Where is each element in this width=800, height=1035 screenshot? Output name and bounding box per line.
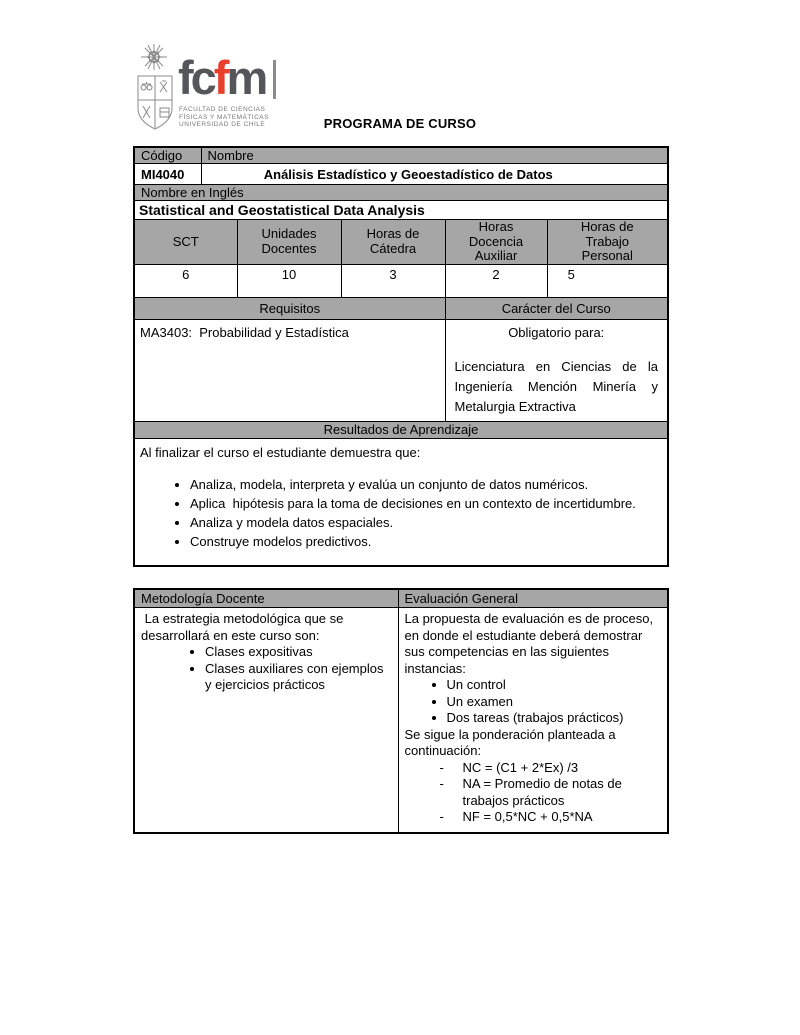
- metodologia-intro: La estrategia metodológica que se desarrollará en este curso son:: [141, 611, 347, 643]
- ponderacion-intro: Se sigue la ponderación planteada a continuación:: [404, 726, 616, 758]
- faculty-line-2: FÍSICAS Y MATEMÁTICAS: [179, 113, 269, 121]
- caracter-heading: Obligatorio para:: [508, 324, 605, 340]
- metodologia-content-cell: [134, 608, 398, 833]
- formula-item: - NF = 0,5*NC + 0,5*NA: [463, 809, 662, 826]
- resultados-item: • Construye modelos predictivos.: [190, 532, 665, 551]
- value-horas-trabajo-personal: 5: [547, 264, 668, 297]
- resultados-intro: Al finalizar el curso el estudiante demuestra que:: [140, 444, 421, 460]
- resultados-list: [140, 475, 665, 551]
- header-horas-catedra: Horas de Cátedra: [341, 220, 445, 265]
- header-horas-docencia-auxiliar: Horas Docencia Auxiliar: [445, 220, 547, 265]
- evaluacion-intro: La propuesta de evaluación es de proceso, en donde el estudiante deberá demostrar sus competencias en las siguientes instancias:: [404, 611, 654, 676]
- evaluacion-item: • Un examen: [447, 694, 662, 711]
- requisitos-label-cell: Requisitos: [134, 297, 445, 319]
- course-info-table: [133, 146, 669, 567]
- nombre-ingles-value-cell: Statistical and Geostatistical Data Analysis: [134, 201, 668, 220]
- metodologia-item: • Clases expositivas: [205, 644, 392, 661]
- wordmark-letter-m: m: [226, 51, 266, 104]
- nombre-value-cell: Análisis Estadístico y Geoestadístico de Datos: [201, 164, 668, 185]
- header-unidades-docentes: Unidades Docentes: [237, 220, 341, 265]
- caracter-body: Licenciatura en Ciencias de la Ingeniería Mención Minería y Metalurgia Extractiva: [454, 358, 658, 414]
- metodologia-label-cell: Metodología Docente: [134, 589, 398, 608]
- resultados-item: • Analiza, modela, interpreta y evalúa un conjunto de datos numéricos.: [190, 475, 665, 494]
- resultados-item: • Analiza y modela datos espaciales.: [190, 513, 665, 532]
- evaluacion-content-cell: [398, 608, 668, 833]
- nombre-ingles-label-cell: Nombre en Inglés: [134, 185, 668, 201]
- header-horas-trabajo-personal: Horas de Trabajo Personal: [547, 220, 668, 265]
- value-sct: 6: [134, 264, 237, 297]
- resultados-item: • Aplica hipótesis para la toma de decisiones en un contexto de incertidumbre.: [190, 494, 665, 513]
- methodology-evaluation-table: [133, 588, 669, 834]
- metodologia-item: • Clases auxiliares con ejemplos y ejercicios prácticos: [205, 661, 392, 694]
- faculty-line-1: FACULTAD DE CIENCIAS: [179, 106, 266, 113]
- ponderacion-formula-list: [405, 760, 662, 826]
- resultados-label-cell: Resultados de Aprendizaje: [134, 421, 668, 438]
- value-horas-catedra: 3: [341, 264, 445, 297]
- formula-item: - NA = Promedio de notas de trabajos prácticos: [463, 776, 662, 809]
- evaluacion-list: [405, 677, 662, 727]
- value-horas-docencia-auxiliar: 2: [445, 264, 547, 297]
- wordmark-letter-f-red: f: [213, 51, 227, 104]
- evaluacion-item: • Dos tareas (trabajos prácticos): [447, 710, 662, 727]
- evaluacion-item: • Un control: [447, 677, 662, 694]
- codigo-value-cell: MI4040: [134, 164, 201, 185]
- header-sct: SCT: [134, 220, 237, 265]
- nombre-label-cell: Nombre: [201, 147, 668, 164]
- formula-item: - NC = (C1 + 2*Ex) /3: [463, 760, 662, 777]
- resultados-content-cell: [134, 438, 668, 566]
- codigo-label-cell: Código: [134, 147, 201, 164]
- caracter-label-cell: Carácter del Curso: [445, 297, 668, 319]
- evaluacion-label-cell: Evaluación General: [398, 589, 668, 608]
- wordmark-divider-bar: [273, 60, 276, 99]
- fcfm-wordmark: [178, 51, 276, 104]
- requisitos-value-cell: MA3403: Probabilidad y Estadística: [134, 319, 445, 421]
- wordmark-letters-fc: fc: [178, 51, 214, 104]
- page-title: PROGRAMA DE CURSO: [323, 116, 477, 131]
- value-unidades-docentes: 10: [237, 264, 341, 297]
- metodologia-list: [141, 644, 392, 694]
- caracter-value-cell: [445, 319, 668, 421]
- faculty-line-3: UNIVERSIDAD DE CHILE: [179, 121, 266, 128]
